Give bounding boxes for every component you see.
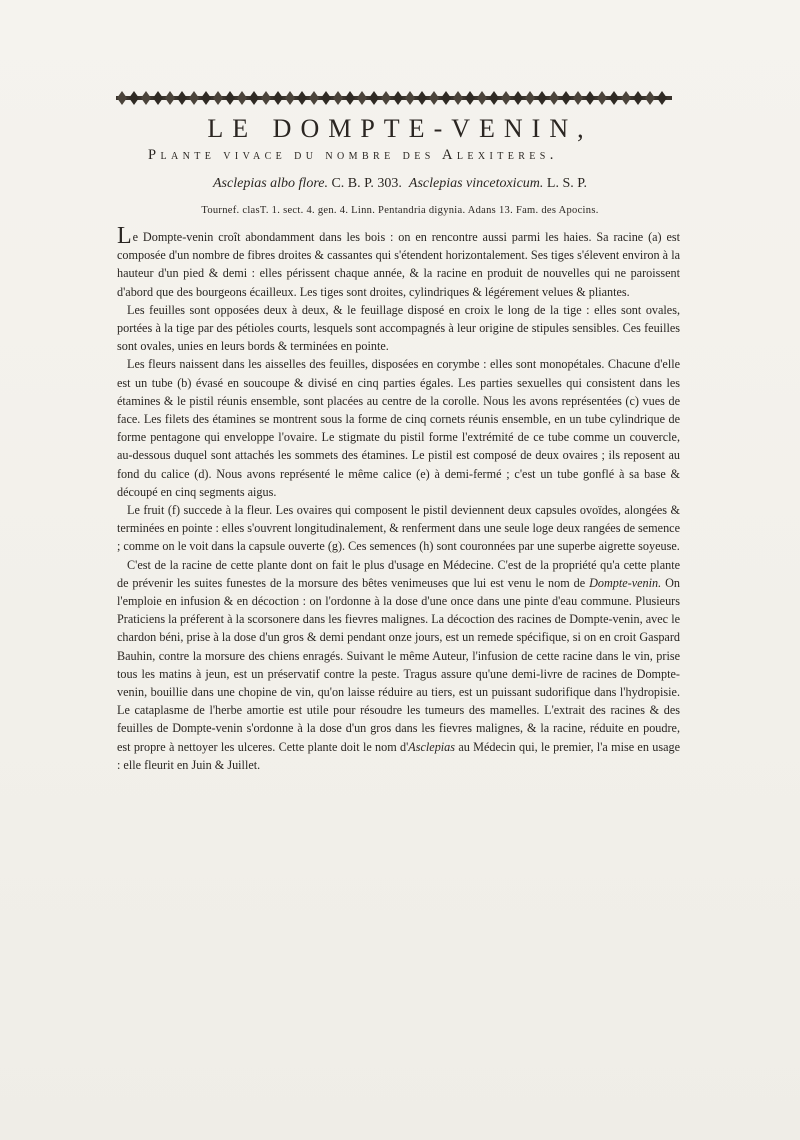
ornament-motif xyxy=(225,91,235,105)
ornament-motif xyxy=(597,91,607,105)
synonyms-line xyxy=(0,176,800,192)
paragraph-description: Le Dompte-venin croît abondamment dans les bois : on en rencontre aussi parmi les haies. Sa racine (a) est composée d'un nombre de fibres droites & cassantes qui s'étendent horizontalement. Ses tiges s'élevent environ à la hauteur d'un pied & demi : elles périssent chaque année, & la racine en produit de nouvelles qui ne paroissent d'abord que des bourgeons écailleux. Les tiges sont droites, cylindriques & légérement velues & pliantes. xyxy=(117,223,680,299)
synonym-1-ref: C. B. P. 303. xyxy=(331,176,402,191)
ornament-motif xyxy=(525,91,535,105)
ornament-motif xyxy=(261,91,271,105)
paragraph-medicine: C'est de la racine de cette plante dont on fait le plus d'usage en Médecine. C'est de la propriété qu'a cette plante de prévenir les suites funestes de la morsure des bêtes venimeuses que lui est venu le nom de Dompte-venin. On l'emploie en infusion & en décoction : on l'ordonne à la dose d'une once dans une pinte d'eau commune. Plusieurs Praticiens la préferent à la scorsonere dans les fievres malignes. La décoction des racines de Dompte-venin, avec le chardon béni, prise à la dose d'un gros & demi pendant onze jours, est un remede spécifique, si on en croit Gaspard Bauhin, contre la morsure des chiens enragés. Suivant le même Auteur, l'infusion de cette racine dans le vin, prise tous les matins à jeun, est un préservatif contre la peste. Tragus assure qu'une demi-livre de racines de Dompte-venin, bouillie dans une chopine de vin, qu'on laisse réduire au tiers, est un puissant sudorifique dans l'hydropisie. Le cataplasme de l'herbe amortie est utile pour résoudre les tumeurs des mamelles. L'extrait des racines & des feuilles de Dompte-venin s'ordonne à la dose d'un gros dans les fievres malignes, & la racine, réduite en poudre, est propre à nettoyer les ulceres. Cette plante doit le nom d'Asclepias au Médecin qui, le premier, l'a mise en usage : elle fleurit en Juin & Juillet. xyxy=(117,557,680,772)
ornament-motif xyxy=(621,91,631,105)
ornament-motif xyxy=(573,91,583,105)
ornament-motif xyxy=(321,91,331,105)
ornament-motif xyxy=(177,91,187,105)
ornament-motif xyxy=(393,91,403,105)
paragraph-leaves: Les feuilles sont opposées deux à deux, & le feuillage disposé en croix le long de la tige : elles sont ovales, portées à la tige par des pétioles courts, lesquels sont accompagnés à leur origine de stipules sensibles. Ces feuilles sont ovales, unies en leurs bords & terminées en pointe. xyxy=(117,302,680,354)
ornament-motif xyxy=(417,91,427,105)
ornament-motif xyxy=(489,91,499,105)
ornament-motif xyxy=(213,91,223,105)
ornament-motif xyxy=(153,91,163,105)
ornament-motif xyxy=(657,91,667,105)
page-title: LE DOMPTE-VENIN, xyxy=(207,114,593,143)
ornament-motif xyxy=(333,91,343,105)
body-text xyxy=(117,223,680,774)
ornament-motif xyxy=(405,91,415,105)
ornament-motif xyxy=(165,91,175,105)
page-subtitle: Plante vivace du nombre des Alexiteres. xyxy=(148,147,558,163)
ornament-motif xyxy=(441,91,451,105)
ornament-motif xyxy=(201,91,211,105)
ornament-motif xyxy=(273,91,283,105)
synonym-1-name: Asclepias albo flore. xyxy=(213,176,328,191)
ornament-motif xyxy=(609,91,619,105)
ornament-motif xyxy=(513,91,523,105)
ornament-motif xyxy=(585,91,595,105)
ornament-motif xyxy=(345,91,355,105)
synonym-2-name: Asclepias vincetoxicum. xyxy=(408,176,544,191)
ornament-motif xyxy=(141,91,151,105)
ornament-motif xyxy=(429,91,439,105)
classification-line: Tournef. clasT. 1. sect. 4. gen. 4. Linn. Pentandria digynia. Adans 13. Fam. des Apocins. xyxy=(201,205,599,216)
ornament-motif xyxy=(381,91,391,105)
ornament-motif xyxy=(501,91,511,105)
ornament-motif xyxy=(189,91,199,105)
ornament-motif xyxy=(297,91,307,105)
ornament-motif xyxy=(633,91,643,105)
ornament-motif xyxy=(249,91,259,105)
ornament-motif xyxy=(645,91,655,105)
ornament-motif xyxy=(537,91,547,105)
ornament-motif xyxy=(117,91,127,105)
genus-name: Asclepias xyxy=(408,739,456,754)
drop-cap: L xyxy=(117,223,132,249)
ornament-motif xyxy=(237,91,247,105)
ornamental-border xyxy=(116,90,672,106)
ornament-motif xyxy=(309,91,319,105)
ornament-motif xyxy=(477,91,487,105)
paragraph-flowers: Les fleurs naissent dans les aisselles des feuilles, disposées en corymbe : elles sont monopétales. Chacune d'elle est un tube (b) évasé en soucoupe & divisé en cinq parties égales. Les parties sexuelles qui consistent dans les étamines & le pistil réunis ensemble, sont placées au centre de la corolle. Nous les avons représentées (c) vues de face. Les filets des étamines se montrent sous la forme de cinq cornets réunis ensemble, en un tube cylindrique de forme pentagone qui enveloppe l'ovaire. Le stigmate du pistil forme l'extrémité de ce tube comme un couvercle, au-dessous duquel sont attachés les sommets des étamines. Le pistil est composé de deux ovaires ; ils reposent au fond du calice (d). Nous avons représenté le même calice (e) à demi-fermé ; c'est un tube gonflé à sa base & découpé en cinq segments aigus. xyxy=(117,357,680,499)
paragraph-fruit: Le fruit (f) succede à la fleur. Les ovaires qui composent le pistil deviennent deux capsules ovoïdes, alongées & terminées en pointe : elles s'ouvrent longitudinalement, & renferment dans une seule loge deux rangées de semence ; comme on le voit dans la capsule ouverte (g). Ces semences (h) sont couronnées par une superbe aigrette soyeuse. xyxy=(117,503,680,554)
ornament-motif xyxy=(357,91,367,105)
ornament-motif xyxy=(369,91,379,105)
ornament-motif xyxy=(561,91,571,105)
ornament-motif xyxy=(285,91,295,105)
plant-name: Dompte-venin. xyxy=(589,575,662,590)
ornament-motif xyxy=(465,91,475,105)
ornament-motif xyxy=(549,91,559,105)
synonym-2-ref: L. S. P. xyxy=(546,176,587,191)
ornament-motif xyxy=(453,91,463,105)
ornament-motif xyxy=(129,91,139,105)
